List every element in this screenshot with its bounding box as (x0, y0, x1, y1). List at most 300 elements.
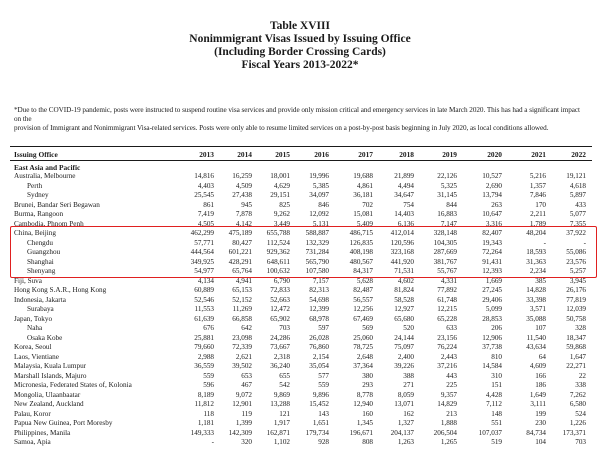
row-value-cell: 441,920 (390, 257, 414, 266)
row-value-cell: 4,509 (235, 181, 252, 190)
row-value-cell: 91,431 (482, 257, 502, 266)
row-value-cell: 61,639 (194, 314, 214, 323)
row-value-cell: 48,204 (526, 229, 546, 237)
row-value-cell: 31,145 (437, 191, 457, 199)
row-value-cell: 702 (362, 200, 373, 209)
row-value-cell: 22,271 (566, 362, 586, 370)
row-value-cell: 810 (491, 352, 502, 361)
row-value-cell: 542 (279, 381, 290, 389)
row-value-cell: 14,829 (437, 400, 457, 408)
row-value-cell: 12,906 (482, 333, 502, 342)
row-value-cell: 328 (575, 324, 586, 332)
row-value-cell: 19,688 (353, 172, 373, 180)
row-value-cell: 60,889 (194, 286, 214, 294)
row-value-cell: 12,215 (437, 305, 457, 313)
row-value-cell: 72,339 (232, 343, 252, 351)
row-value-cell: 2,154 (312, 352, 329, 361)
row-value-cell: 655 (279, 371, 290, 380)
table-row (0, 391, 600, 400)
region-heading: East Asia and Pacific (14, 163, 81, 172)
row-value-cell: 381,767 (433, 257, 457, 266)
row-value-cell: 1,327 (397, 419, 414, 427)
row-value-cell: 676 (203, 324, 214, 332)
row-value-cell: 23,576 (566, 257, 586, 266)
row-value-cell: 65,902 (270, 314, 290, 323)
row-value-cell: 118 (203, 409, 214, 418)
row-value-cell: 23,156 (437, 333, 457, 342)
row-value-cell: 72,833 (270, 286, 290, 294)
row-value-cell: 9,869 (273, 390, 290, 399)
row-value-cell: 173,371 (562, 428, 586, 437)
row-value-cell: 13,288 (270, 400, 290, 408)
row-value-cell: 52,546 (194, 295, 214, 304)
row-value-cell: 18,593 (526, 248, 546, 256)
title-line-2: Nonimmigrant Visas Issued by Issuing Office (189, 33, 411, 45)
row-value-cell: 12,940 (353, 400, 373, 408)
row-value-cell: 754 (403, 200, 414, 209)
row-value-cell: 31,363 (526, 257, 546, 266)
row-value-cell: 186 (535, 381, 546, 389)
row-value-cell: 64 (538, 352, 546, 361)
row-office-label: Perth (27, 181, 43, 190)
row-value-cell: 225 (446, 381, 457, 389)
table-row (0, 362, 600, 371)
row-office-label: Shenyang (27, 267, 56, 275)
footnote-line-2: provision of Immigrant and Nonimmigrant Visa-related services. Posts were only able to resume limited services on a post-by-post basis beginning in July 2020, as local conditions allowed. (14, 124, 549, 132)
row-office-label: Micronesia, Federated States of, Kolonia (14, 381, 132, 389)
row-value-cell: 2,988 (197, 352, 214, 361)
row-value-cell: 22 (578, 371, 586, 380)
row-value-cell: 35,088 (526, 314, 546, 323)
row-value-cell: 1,102 (273, 438, 290, 446)
row-office-label: Korea, Seoul (14, 343, 52, 351)
row-value-cell: 4,629 (273, 181, 290, 190)
table-row (0, 315, 600, 324)
row-value-cell: 5,099 (485, 305, 502, 313)
row-value-cell: 22,126 (437, 172, 457, 180)
row-value-cell: 24,144 (394, 333, 414, 342)
row-value-cell: 76,860 (309, 343, 329, 351)
row-value-cell: 25,881 (194, 333, 214, 342)
row-value-cell: 65,764 (232, 267, 252, 275)
row-value-cell: 29,151 (270, 191, 290, 199)
table-row (0, 343, 600, 352)
row-value-cell: 104 (535, 438, 546, 446)
footnote-line-1: *Due to the COVID-19 pandemic, posts were instructed to suspend routine visa services and provide only mission critical and emergency services in late March 2020. This has had a significant impact on the (14, 106, 580, 123)
row-value-cell: 12,039 (566, 305, 586, 313)
row-value-cell: 179,734 (305, 428, 329, 437)
row-value-cell: 56,557 (353, 295, 373, 304)
header-year: 2022 (571, 150, 586, 159)
row-value-cell: 72,264 (482, 248, 502, 256)
row-value-cell: 26,176 (566, 286, 586, 294)
row-value-cell: 596 (203, 381, 214, 389)
header-year: 2019 (442, 150, 457, 159)
row-value-cell: 37,738 (482, 343, 502, 351)
table-row (0, 286, 600, 295)
row-value-cell: 13,071 (394, 400, 414, 408)
row-value-cell: 648,611 (266, 257, 290, 266)
row-value-cell: 428,291 (228, 257, 252, 266)
row-value-cell: 703 (279, 324, 290, 332)
table-row (0, 210, 600, 219)
header-office: Issuing Office (14, 150, 58, 159)
row-value-cell: 160 (362, 409, 373, 418)
row-value-cell: 475,189 (228, 229, 252, 237)
row-value-cell: 559 (318, 381, 329, 389)
row-value-cell: 7,355 (569, 219, 586, 228)
row-value-cell: 12,256 (353, 305, 373, 313)
row-value-cell: 206,504 (433, 428, 457, 437)
row-office-label: Naha (27, 324, 43, 332)
row-value-cell: 633 (446, 324, 457, 332)
table-row (0, 353, 600, 362)
table-row (0, 438, 600, 447)
row-value-cell: 18,001 (270, 172, 290, 180)
table-row (0, 410, 600, 419)
row-value-cell: 79,660 (194, 343, 214, 351)
row-value-cell: 601,221 (228, 248, 252, 256)
table-row (0, 191, 600, 200)
row-value-cell: 57,771 (194, 238, 214, 247)
row-value-cell: 5,628 (356, 276, 373, 285)
row-value-cell: 19,343 (482, 238, 502, 247)
row-value-cell: 4,941 (235, 276, 252, 285)
row-value-cell: 2,690 (485, 181, 502, 190)
row-value-cell: 338 (575, 381, 586, 389)
row-value-cell: 204,137 (390, 428, 414, 437)
row-office-label: Burma, Rangoon (14, 210, 64, 218)
row-value-cell: 54,698 (309, 295, 329, 304)
row-value-cell: 27,245 (482, 286, 502, 294)
row-value-cell: - (543, 238, 546, 247)
row-value-cell: 4,609 (529, 362, 546, 370)
row-value-cell: 9,072 (235, 390, 252, 399)
row-value-cell: 104,305 (433, 238, 457, 247)
row-value-cell: 1,647 (569, 352, 586, 361)
row-value-cell: 107 (535, 324, 546, 332)
header-year: 2017 (358, 150, 373, 159)
row-value-cell: 3,571 (529, 305, 546, 313)
row-value-cell: 65,228 (437, 314, 457, 323)
row-value-cell: 14,403 (394, 210, 414, 218)
row-value-cell: 642 (241, 324, 252, 332)
row-value-cell: 4,861 (356, 181, 373, 190)
row-value-cell: 15,081 (353, 210, 373, 218)
row-office-label: Mongolia, Ulaanbaatar (14, 390, 81, 399)
row-value-cell: 1,888 (440, 419, 457, 427)
row-value-cell: 77,819 (566, 295, 586, 304)
row-value-cell: 27,438 (232, 191, 252, 199)
row-value-cell: 7,157 (312, 276, 329, 285)
row-value-cell: 731,284 (305, 248, 329, 256)
row-value-cell: 67,469 (353, 314, 373, 323)
row-value-cell: 112,524 (266, 238, 290, 247)
row-value-cell: 287,669 (433, 248, 457, 256)
row-value-cell: 1,357 (529, 181, 546, 190)
title-line-4: Fiscal Years 2013-2022* (241, 59, 359, 71)
table-row (0, 305, 600, 314)
row-value-cell: 162 (403, 409, 414, 418)
row-value-cell: 1,651 (312, 419, 329, 427)
table-row (0, 172, 600, 181)
row-value-cell: 80,427 (232, 238, 252, 247)
row-value-cell: 39,502 (232, 362, 252, 370)
row-office-label: Fiji, Suva (14, 276, 42, 285)
covid-footnote (14, 106, 586, 133)
row-value-cell: 1,789 (529, 219, 546, 228)
row-office-label: Guangzhou (27, 248, 61, 256)
table-row (0, 429, 600, 438)
row-value-cell: 349,925 (190, 257, 214, 266)
row-value-cell: 148 (491, 409, 502, 418)
row-value-cell: 323,168 (390, 248, 414, 256)
row-value-cell: 65,153 (232, 286, 252, 294)
row-value-cell: 4,403 (197, 181, 214, 190)
row-value-cell: 166 (535, 371, 546, 380)
row-value-cell: 61,748 (437, 295, 457, 304)
row-value-cell: 945 (241, 200, 252, 209)
row-value-cell: 655,788 (266, 229, 290, 237)
row-office-label: Brunei, Bandar Seri Begawan (14, 200, 100, 209)
table-row (0, 372, 600, 381)
row-value-cell: 6,580 (569, 400, 586, 408)
row-value-cell: 1,181 (197, 419, 214, 427)
row-value-cell: 8,189 (197, 390, 214, 399)
row-office-label: Shanghai (27, 257, 54, 266)
row-value-cell: 11,553 (194, 305, 214, 313)
row-value-cell: 82,407 (482, 229, 502, 237)
row-value-cell: 143 (318, 409, 329, 418)
row-value-cell: 73,667 (270, 343, 290, 351)
row-value-cell: 81,824 (394, 286, 414, 294)
row-office-label: Sydney (27, 191, 49, 199)
row-value-cell: 559 (203, 371, 214, 380)
row-value-cell: 71,531 (394, 267, 414, 275)
row-value-cell: 36,559 (194, 362, 214, 370)
row-value-cell: 119 (241, 409, 252, 418)
row-office-label: China, Beijing (14, 229, 56, 237)
row-value-cell: 6,790 (273, 276, 290, 285)
row-value-cell: 21,899 (394, 172, 414, 180)
row-value-cell: 7,878 (235, 210, 252, 218)
row-value-cell: 2,318 (273, 352, 290, 361)
row-value-cell: 2,443 (440, 352, 457, 361)
row-value-cell: 14,828 (526, 286, 546, 294)
row-value-cell: 12,901 (232, 400, 252, 408)
row-value-cell: 170 (535, 200, 546, 209)
row-value-cell: 443 (446, 371, 457, 380)
row-value-cell: 588,887 (305, 229, 329, 237)
row-value-cell: 320 (241, 438, 252, 446)
row-value-cell: 4,602 (397, 276, 414, 285)
row-value-cell: 2,211 (530, 210, 546, 218)
row-value-cell: 10,527 (482, 172, 502, 180)
row-value-cell: 3,945 (569, 276, 586, 285)
row-value-cell: 213 (446, 409, 457, 418)
title-line-1: Table XVIII (270, 20, 330, 32)
row-value-cell: 551 (491, 419, 502, 427)
row-value-cell: 2,400 (397, 352, 414, 361)
row-value-cell: 65,680 (394, 314, 414, 323)
row-value-cell: 1,226 (569, 419, 586, 427)
row-value-cell: 107,037 (478, 428, 502, 437)
row-value-cell: 43,634 (526, 343, 546, 351)
row-office-label: Hong Kong S.A.R., Hong Kong (14, 286, 107, 294)
row-value-cell: 385 (535, 276, 546, 285)
row-value-cell: 310 (491, 371, 502, 380)
row-value-cell: 2,648 (356, 352, 373, 361)
table-row (0, 334, 600, 343)
table-row (0, 201, 600, 210)
row-value-cell: 929,362 (266, 248, 290, 256)
row-value-cell: 1,917 (273, 419, 290, 427)
row-office-label: New Zealand, Auckland (14, 400, 84, 408)
row-value-cell: 55,767 (437, 267, 457, 275)
row-value-cell: 55,086 (566, 248, 586, 256)
row-office-label: Samoa, Apia (14, 438, 51, 446)
row-value-cell: 59,868 (566, 343, 586, 351)
row-value-cell: 928 (318, 438, 329, 446)
row-value-cell: 293 (362, 381, 373, 389)
table-title (0, 20, 600, 72)
row-value-cell: 121 (279, 409, 290, 418)
row-value-cell: 408,198 (349, 248, 373, 256)
row-value-cell: 4,142 (235, 219, 252, 228)
row-value-cell: 37,922 (566, 229, 586, 237)
row-value-cell: 14,816 (194, 172, 214, 180)
row-value-cell: 68,978 (309, 314, 329, 323)
row-value-cell: 328,148 (433, 229, 457, 237)
row-value-cell: 84,317 (353, 267, 373, 275)
row-value-cell: 5,385 (312, 181, 329, 190)
row-value-cell: 7,147 (440, 219, 457, 228)
row-value-cell: 861 (203, 200, 214, 209)
row-value-cell: 5,077 (569, 210, 586, 218)
row-value-cell: 11,269 (232, 305, 252, 313)
row-value-cell: 39,226 (394, 362, 414, 370)
row-value-cell: 206 (491, 324, 502, 332)
row-value-cell: 58,528 (394, 295, 414, 304)
header-top-rule (10, 146, 592, 147)
row-value-cell: 126,835 (349, 238, 373, 247)
row-office-label: Philippines, Manila (14, 428, 71, 437)
row-value-cell: 7,262 (569, 390, 586, 399)
row-value-cell: 120,596 (390, 238, 414, 247)
row-value-cell: 412,014 (390, 229, 414, 237)
header-year: 2016 (314, 150, 329, 159)
row-value-cell: 4,494 (397, 181, 414, 190)
row-value-cell: 4,428 (485, 390, 502, 399)
row-office-label: Indonesia, Jakarta (14, 295, 66, 304)
row-value-cell: 25,545 (194, 191, 214, 199)
row-value-cell: 9,357 (440, 390, 457, 399)
row-value-cell: 35,054 (309, 362, 329, 370)
row-value-cell: 3,111 (530, 400, 546, 408)
row-value-cell: 18,347 (566, 333, 586, 342)
row-value-cell: 37,364 (353, 362, 373, 370)
row-office-label: Papua New Guinea, Port Moresby (14, 419, 113, 427)
row-office-label: Osaka Kobe (27, 333, 63, 342)
row-value-cell: 4,505 (197, 219, 214, 228)
row-office-label: Chengdu (27, 238, 53, 247)
header-year: 2021 (531, 150, 546, 159)
row-value-cell: 9,262 (273, 210, 290, 218)
row-value-cell: 7,419 (197, 210, 214, 218)
row-value-cell: 433 (575, 200, 586, 209)
row-value-cell: 162,871 (266, 428, 290, 437)
row-value-cell: 7,846 (529, 191, 546, 199)
row-value-cell: 825 (279, 200, 290, 209)
row-value-cell: 5,257 (569, 267, 586, 275)
row-office-label: Surabaya (27, 305, 54, 313)
row-value-cell: 263 (491, 200, 502, 209)
row-value-cell: 577 (318, 371, 329, 380)
row-value-cell: 846 (318, 200, 329, 209)
row-value-cell: 36,181 (353, 191, 373, 199)
row-value-cell: 9,896 (312, 390, 329, 399)
row-value-cell: 34,647 (394, 191, 414, 199)
row-office-label: Japan, Tokyo (14, 314, 53, 323)
row-value-cell: 271 (403, 381, 414, 389)
row-value-cell: 5,325 (440, 181, 457, 190)
row-value-cell: 82,487 (353, 286, 373, 294)
row-value-cell: 4,331 (440, 276, 457, 285)
row-value-cell: 199 (535, 409, 546, 418)
row-value-cell: 107,580 (305, 267, 329, 275)
row-value-cell: 100,632 (266, 267, 290, 275)
row-value-cell: 1,345 (356, 419, 373, 427)
row-value-cell: 23,098 (232, 333, 252, 342)
row-value-cell: 24,286 (270, 333, 290, 342)
china-highlight-box (10, 226, 597, 278)
row-value-cell: 149,333 (190, 428, 214, 437)
header-year: 2015 (275, 150, 290, 159)
row-value-cell: 78,725 (353, 343, 373, 351)
row-value-cell: - (211, 438, 214, 446)
row-value-cell: 50,758 (566, 314, 586, 323)
row-office-label: Cambodia, Phnom Penh (14, 219, 84, 228)
row-value-cell: 34,097 (309, 191, 329, 199)
row-value-cell: 565,790 (305, 257, 329, 266)
row-value-cell: 520 (403, 324, 414, 332)
row-value-cell: 486,715 (349, 229, 373, 237)
row-value-cell: 12,472 (270, 305, 290, 313)
row-value-cell: 5,897 (569, 191, 586, 199)
table-row (0, 324, 600, 333)
row-value-cell: 25,060 (353, 333, 373, 342)
row-value-cell: 3,449 (273, 219, 290, 228)
row-value-cell: 77,892 (437, 286, 457, 294)
row-value-cell: 11,540 (526, 333, 546, 342)
row-value-cell: 569 (362, 324, 373, 332)
row-value-cell: 6,136 (397, 219, 414, 228)
row-value-cell: 132,329 (305, 238, 329, 247)
header-year: 2018 (399, 150, 414, 159)
header-year: 2013 (199, 150, 214, 159)
row-value-cell: 10,647 (482, 210, 502, 218)
row-value-cell: 703 (575, 438, 586, 446)
row-value-cell: 4,134 (197, 276, 214, 285)
row-value-cell: 5,216 (529, 172, 546, 180)
row-value-cell: 52,663 (270, 295, 290, 304)
row-value-cell: 84,734 (526, 428, 546, 437)
row-value-cell: 66,858 (232, 314, 252, 323)
title-line-3: (Including Border Crossing Cards) (214, 46, 386, 58)
header-year: 2020 (487, 150, 502, 159)
row-value-cell: 462,299 (190, 229, 214, 237)
row-value-cell: 5,131 (312, 219, 329, 228)
